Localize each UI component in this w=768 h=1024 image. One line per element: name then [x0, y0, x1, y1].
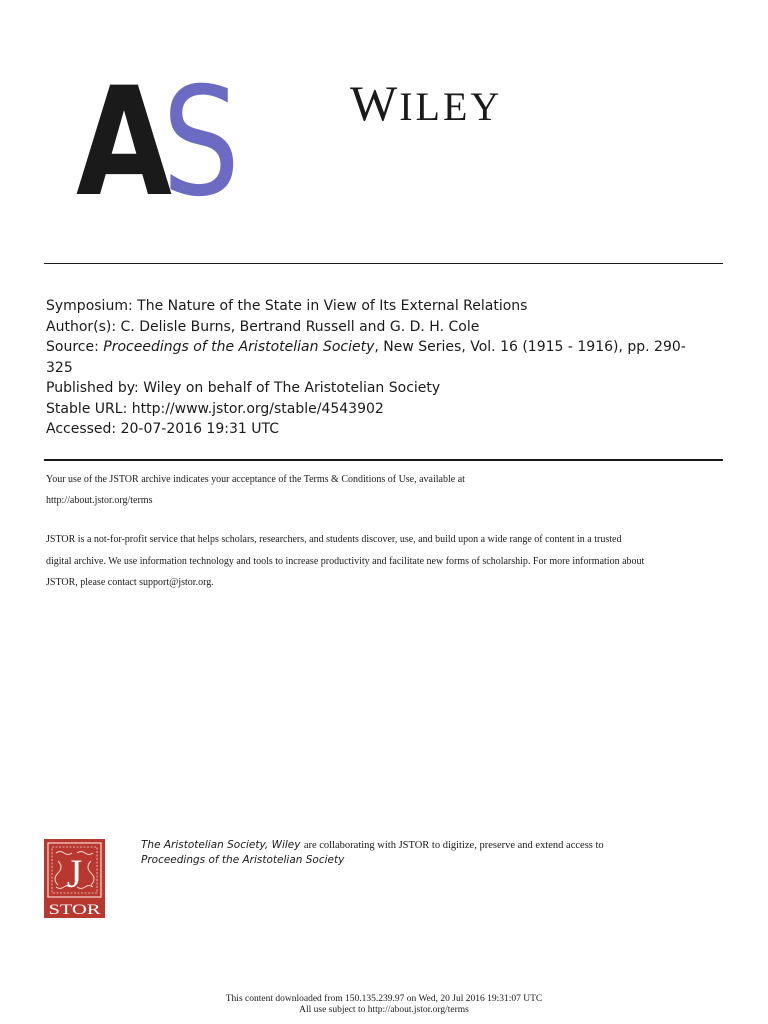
wiley-logo	[350, 73, 502, 137]
wiley-logo-rest: ILEY	[399, 84, 503, 129]
citation-url-line	[46, 399, 726, 420]
aristotelian-society-logo	[76, 72, 246, 198]
jstor-logo-stor: STOR	[48, 902, 101, 918]
published-label: Published by:	[46, 380, 139, 396]
terms-notice	[46, 470, 726, 511]
download-footer	[0, 994, 768, 1016]
about-line-1: JSTOR is a not-for-profit service that helps scholars, researchers, and students discover, use, and build upon a wide range of content in a trusted	[46, 534, 622, 545]
wiley-logo-first: W	[350, 75, 400, 131]
publisher: Wiley on behalf of The Aristotelian Society	[143, 380, 441, 396]
citation-source-pages: 325	[46, 359, 73, 376]
citation-source-line	[46, 337, 726, 358]
source-journal: Proceedings of the Aristotelian Society	[103, 339, 375, 355]
as-logo-s: S	[162, 72, 240, 198]
title-label: Symposium:	[46, 298, 133, 314]
about-line-3: JSTOR, please contact support@jstor.org.	[46, 577, 214, 588]
as-logo-a: A	[76, 72, 172, 198]
partner-aristotelian-society: The Aristotelian Society	[141, 839, 265, 851]
jstor-about	[46, 529, 726, 594]
authors-label: Author(s):	[46, 318, 117, 335]
stable-url-label: Stable URL:	[46, 400, 128, 417]
partner-wiley: Wiley	[271, 839, 301, 851]
download-info: This content downloaded from 150.135.239.97 on Wed, 20 Jul 2016 19:31:07 UTC	[225, 994, 543, 1004]
partner-separator: ,	[264, 839, 269, 851]
collaboration-text: are collaborating with JSTOR to digitize, preserve and extend access to	[303, 840, 604, 851]
citation-authors-line	[46, 317, 726, 338]
about-line-2: digital archive. We use information technology and tools to increase productivity and facilitate new forms of scholarship. For more information about	[46, 555, 645, 567]
accessed-date: 20-07-2016 19:31 UTC	[120, 421, 279, 437]
authors: C. Delisle Burns, Bertrand Russell and G. D. H. Cole	[120, 318, 480, 335]
collaboration-journal: Proceedings of the Aristotelian Society	[141, 854, 345, 866]
citation-accessed-line	[46, 419, 726, 440]
terms-footer: All use subject to http://about.jstor.org/terms	[299, 1005, 469, 1015]
citation-publisher-line	[46, 378, 726, 399]
citation-title-line	[46, 296, 726, 317]
citation-block	[46, 296, 726, 440]
middle-divider	[44, 459, 723, 461]
terms-link[interactable]: http://about.jstor.org/terms	[46, 494, 153, 506]
jstor-logo	[44, 839, 105, 918]
stable-url-link[interactable]: http://www.jstor.org/stable/4543902	[131, 400, 384, 417]
source-details: , New Series, Vol. 16 (1915 - 1916), pp. 290-	[374, 339, 686, 355]
jstor-logo-j: J	[66, 851, 83, 896]
top-divider	[44, 263, 723, 264]
article-title: The Nature of the State in View of Its External Relations	[137, 298, 528, 314]
terms-text: Your use of the JSTOR archive indicates your acceptance of the Terms & Conditions of Use, available at	[46, 474, 465, 485]
source-label: Source:	[46, 339, 99, 355]
accessed-label: Accessed:	[46, 421, 117, 437]
collaboration-notice	[141, 838, 741, 868]
